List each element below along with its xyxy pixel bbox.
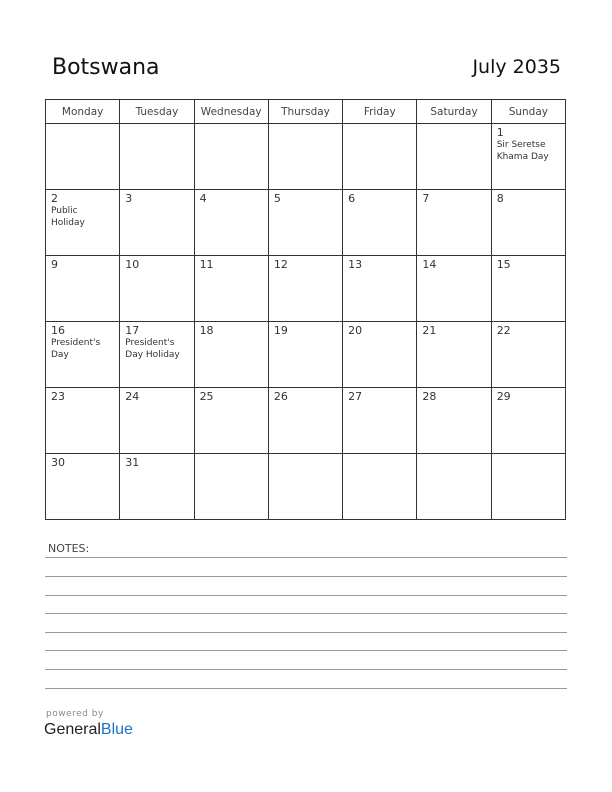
day-number: 14: [422, 258, 437, 271]
calendar-day-cell[interactable]: [120, 256, 194, 322]
notes-line: [45, 632, 567, 633]
day-number: [195, 454, 268, 456]
day-number: 13: [348, 258, 363, 271]
calendar-day-cell[interactable]: [194, 190, 268, 256]
calendar-week-row: [46, 388, 566, 454]
day-number: 18: [199, 324, 214, 337]
day-number: [417, 124, 490, 126]
day-number: [46, 124, 119, 126]
day-number: 7: [422, 192, 430, 205]
calendar-day-cell[interactable]: [417, 256, 491, 322]
calendar-day-cell[interactable]: [194, 454, 268, 520]
calendar-day-cell[interactable]: [343, 124, 417, 190]
day-number: [417, 454, 490, 456]
calendar-day-cell[interactable]: [194, 322, 268, 388]
calendar-day-cell[interactable]: [194, 388, 268, 454]
notes-line: [45, 576, 567, 577]
day-number: 6: [348, 192, 356, 205]
day-number: 1: [496, 126, 504, 139]
calendar-week-row: [46, 322, 566, 388]
day-number: 23: [51, 390, 65, 403]
holiday-label: Public: [51, 206, 78, 216]
calendar-day-cell[interactable]: [343, 256, 417, 322]
day-number: 26: [273, 390, 288, 403]
calendar-day-cell[interactable]: [268, 388, 342, 454]
day-number: 19: [273, 324, 288, 337]
notes-line: [45, 650, 567, 651]
powered-by-text: powered by: [46, 709, 104, 719]
notes-line: [45, 688, 567, 689]
holiday-label: President's: [125, 338, 175, 348]
day-number: 21: [422, 324, 437, 337]
day-number: 9: [51, 258, 58, 271]
calendar-day-cell[interactable]: [491, 322, 565, 388]
weekday-header: Thursday: [268, 100, 342, 124]
calendar-day-cell[interactable]: [46, 322, 120, 388]
calendar-day-cell[interactable]: [417, 190, 491, 256]
day-number: [269, 124, 342, 126]
calendar-day-cell[interactable]: [120, 388, 194, 454]
notes-line: [45, 557, 567, 558]
calendar-grid: [45, 99, 566, 520]
day-number: [343, 124, 416, 126]
calendar-day-cell[interactable]: [46, 256, 120, 322]
brand-logo[interactable]: [44, 721, 133, 739]
day-number: 17: [125, 324, 140, 337]
day-number: 5: [273, 192, 281, 205]
calendar-day-cell[interactable]: [417, 322, 491, 388]
calendar-day-cell[interactable]: [268, 124, 342, 190]
notes-line: [45, 613, 567, 614]
calendar-day-cell[interactable]: [268, 190, 342, 256]
day-number: 12: [273, 258, 288, 271]
holiday-label: Khama Day: [496, 152, 549, 162]
day-number: 3: [125, 192, 133, 205]
weekday-header: Friday: [343, 100, 417, 124]
calendar-day-cell[interactable]: [46, 190, 120, 256]
calendar-week-row: [46, 124, 566, 190]
day-number: [343, 454, 416, 456]
day-number: 28: [422, 390, 437, 403]
day-number: [269, 454, 342, 456]
holiday-label: Day: [51, 350, 69, 360]
brand-name-blue: Blue: [100, 721, 133, 738]
calendar-day-cell[interactable]: [120, 190, 194, 256]
country-title: Botswana: [52, 55, 160, 80]
day-number: 29: [496, 390, 511, 403]
notes-label: NOTES:: [48, 542, 90, 555]
weekday-header: Wednesday: [194, 100, 268, 124]
day-number: 2: [51, 192, 58, 205]
calendar-body: [46, 124, 566, 520]
calendar-week-row: [46, 190, 566, 256]
day-number: 20: [348, 324, 363, 337]
calendar-day-cell[interactable]: [343, 322, 417, 388]
day-number: 11: [199, 258, 214, 271]
calendar-day-cell[interactable]: [491, 388, 565, 454]
weekday-header: Tuesday: [120, 100, 194, 124]
calendar-day-cell[interactable]: [491, 190, 565, 256]
month-year-title: July 2035: [472, 56, 561, 78]
day-number: 8: [496, 192, 504, 205]
calendar-day-cell[interactable]: [343, 454, 417, 520]
weekday-header: Monday: [46, 100, 120, 124]
calendar-day-cell[interactable]: [417, 454, 491, 520]
calendar-day-cell[interactable]: [491, 256, 565, 322]
day-number: [120, 124, 193, 126]
day-number: [195, 124, 268, 126]
calendar-day-cell[interactable]: [417, 124, 491, 190]
day-number: 22: [496, 324, 511, 337]
calendar-day-cell[interactable]: [343, 388, 417, 454]
weekday-header: Sunday: [491, 100, 565, 124]
day-number: 15: [496, 258, 511, 271]
calendar-day-cell[interactable]: [46, 388, 120, 454]
calendar-day-cell[interactable]: [268, 256, 342, 322]
calendar-day-cell[interactable]: [268, 454, 342, 520]
calendar-day-cell[interactable]: [120, 454, 194, 520]
notes-line: [45, 669, 567, 670]
calendar-day-cell[interactable]: [268, 322, 342, 388]
calendar-day-cell[interactable]: [120, 124, 194, 190]
day-number: 24: [125, 390, 140, 403]
calendar-day-cell[interactable]: [46, 124, 120, 190]
notes-line: [45, 595, 567, 596]
day-number: 16: [51, 324, 65, 337]
calendar-day-cell[interactable]: [194, 256, 268, 322]
weekday-header: Saturday: [417, 100, 491, 124]
holiday-label: Holiday: [51, 218, 85, 228]
calendar-day-cell[interactable]: [46, 454, 120, 520]
day-number: 30: [51, 456, 65, 469]
day-number: 27: [348, 390, 363, 403]
calendar-day-cell[interactable]: [194, 124, 268, 190]
calendar-week-row: [46, 454, 566, 520]
holiday-label: Day Holiday: [125, 350, 180, 360]
holiday-label: President's: [51, 338, 101, 348]
day-number: [492, 454, 565, 456]
holiday-label: Sir Seretse: [496, 140, 546, 150]
day-number: 25: [199, 390, 214, 403]
calendar-day-cell[interactable]: [120, 322, 194, 388]
day-number: 31: [125, 456, 140, 469]
day-number: 4: [199, 192, 207, 205]
weekday-header-row: [46, 100, 566, 124]
calendar-day-cell[interactable]: [343, 190, 417, 256]
brand-name-general: General: [44, 721, 101, 738]
day-number: 10: [125, 258, 140, 271]
calendar-week-row: [46, 256, 566, 322]
calendar-day-cell[interactable]: [491, 454, 565, 520]
calendar-day-cell[interactable]: [417, 388, 491, 454]
calendar-day-cell[interactable]: [491, 124, 565, 190]
